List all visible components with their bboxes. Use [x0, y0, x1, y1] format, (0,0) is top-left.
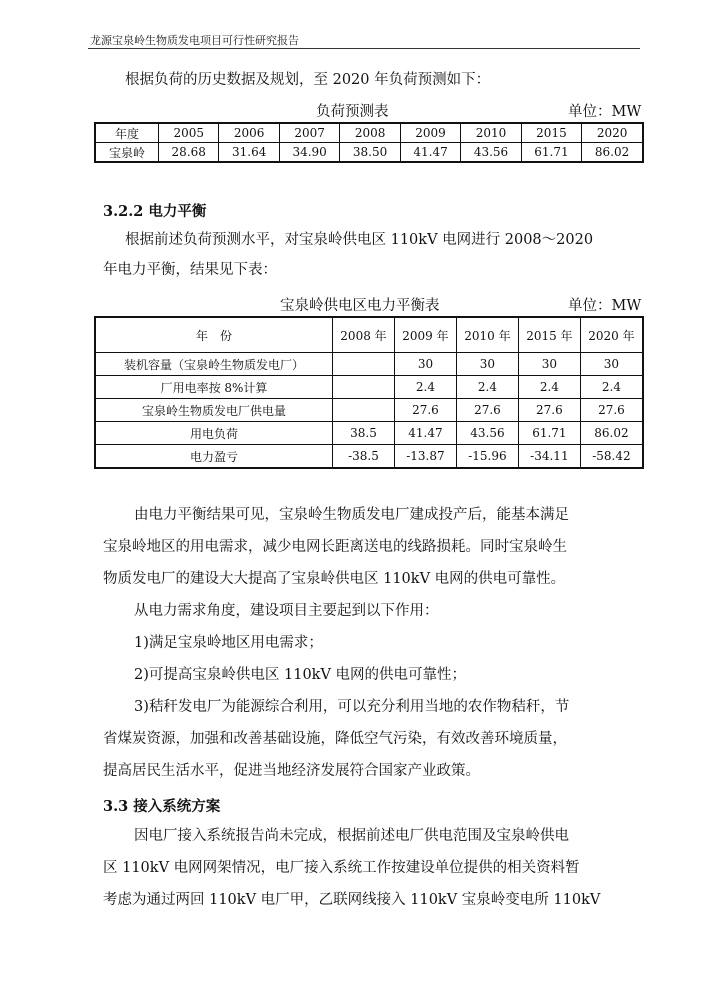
access-paragraph-line2: 区 110kV 电网网架情况，电厂接入系统工作按建设单位提供的相关资料暂 [103, 860, 580, 876]
table-cell: 30 [456, 353, 518, 376]
power-balance-table [94, 316, 644, 469]
table-header-cell: 2010 年 [456, 317, 518, 353]
conclusion-paragraph-line2: 宝泉岭地区的用电需求，减少电网长距离送电的线路损耗。同时宝泉岭生 [103, 539, 567, 555]
table-header-cell: 2015 年 [518, 317, 580, 353]
table-cell: 86.02 [580, 422, 643, 445]
table-cell: 30 [394, 353, 456, 376]
load-forecast-table [94, 122, 644, 163]
table-row [95, 376, 643, 399]
table-cell: 34.90 [279, 143, 339, 163]
table2-unit: 单位：MW [568, 298, 642, 314]
table-row [95, 353, 643, 376]
table-cell [333, 399, 395, 422]
table-header-cell: 2008 [340, 123, 400, 143]
table-row-label: 宝泉岭 [95, 143, 159, 163]
table-header-cell: 2009 [400, 123, 460, 143]
table-cell: 41.47 [394, 422, 456, 445]
table-header-cell: 2008 年 [333, 317, 395, 353]
table-header-cell: 年度 [95, 123, 159, 143]
table-header-cell: 2009 年 [394, 317, 456, 353]
table-row [95, 143, 643, 163]
table-header-cell: 2010 [461, 123, 521, 143]
list-item-1: 1)满足宝泉岭地区用电需求； [134, 635, 323, 651]
table-cell: 61.71 [521, 143, 581, 163]
table-row [95, 445, 643, 469]
table2-caption: 宝泉岭供电区电力平衡表 [280, 298, 440, 314]
table-cell: 30 [580, 353, 643, 376]
access-paragraph-line1: 因电厂接入系统报告尚未完成，根据前述电厂供电范围及宝泉岭供电 [134, 828, 569, 844]
table-row-label: 宝泉岭生物质发电厂供电量 [95, 399, 333, 422]
roles-paragraph: 从电力需求角度，建设项目主要起到以下作用： [134, 603, 439, 619]
table-row [95, 399, 643, 422]
table-cell [333, 376, 395, 399]
table-row [95, 123, 643, 143]
table-cell: -13.87 [394, 445, 456, 469]
table-header-cell: 2020 [582, 123, 643, 143]
section-heading-33: 3.3 接入系统方案 [103, 798, 221, 815]
table-cell: 27.6 [394, 399, 456, 422]
table-header-cell: 2006 [219, 123, 279, 143]
table-cell: 61.71 [518, 422, 580, 445]
balance-paragraph-line2: 年电力平衡，结果见下表： [103, 262, 277, 278]
table-cell: 38.50 [340, 143, 400, 163]
table-cell: 2.4 [518, 376, 580, 399]
table-cell: 41.47 [400, 143, 460, 163]
section-heading-322: 3.2.2 电力平衡 [103, 203, 207, 220]
table-cell: -38.5 [333, 445, 395, 469]
list-item-3-line3: 提高居民生活水平，促进当地经济发展符合国家产业政策。 [103, 763, 480, 779]
table-header-cell: 2015 [521, 123, 581, 143]
table-row-label: 电力盈亏 [95, 445, 333, 469]
table-cell: -34.11 [518, 445, 580, 469]
balance-paragraph-line1: 根据前述负荷预测水平，对宝泉岭供电区 110kV 电网进行 2008～2020 [125, 232, 594, 248]
table-header-cell: 2007 [279, 123, 339, 143]
table-cell: 43.56 [456, 422, 518, 445]
table-row-label: 厂用电率按 8%计算 [95, 376, 333, 399]
table-cell: 28.68 [159, 143, 219, 163]
table-cell: 86.02 [582, 143, 643, 163]
access-paragraph-line3: 考虑为通过两回 110kV 电厂甲，乙联网线接入 110kV 宝泉岭变电所 110kV [103, 892, 601, 908]
table-cell: -58.42 [580, 445, 643, 469]
table-cell: 43.56 [461, 143, 521, 163]
table-row [95, 422, 643, 445]
table-cell: 38.5 [333, 422, 395, 445]
intro-paragraph: 根据负荷的历史数据及规划，至 2020 年负荷预测如下： [125, 72, 491, 88]
table1-unit: 单位：MW [568, 104, 642, 120]
table-header-cell: 年 份 [95, 317, 333, 353]
table-cell: 27.6 [580, 399, 643, 422]
table-cell: 27.6 [456, 399, 518, 422]
table-header-cell: 2005 [159, 123, 219, 143]
table-cell: -15.96 [456, 445, 518, 469]
table-cell: 2.4 [580, 376, 643, 399]
table-cell [333, 353, 395, 376]
table-cell: 2.4 [456, 376, 518, 399]
table-cell: 27.6 [518, 399, 580, 422]
conclusion-paragraph-line1: 由电力平衡结果可见，宝泉岭生物质发电厂建成投产后，能基本满足 [134, 507, 569, 523]
table-cell: 2.4 [394, 376, 456, 399]
table1-caption: 负荷预测表 [316, 104, 389, 120]
page-header: 龙源宝泉岭生物质发电项目可行性研究报告 [90, 34, 299, 47]
list-item-2: 2)可提高宝泉岭供电区 110kV 电网的供电可靠性； [134, 667, 467, 683]
list-item-3-line1: 3)秸秆发电厂为能源综合利用，可以充分利用当地的农作物秸秆，节 [134, 699, 570, 715]
conclusion-paragraph-line3: 物质发电厂的建设大大提高了宝泉岭供电区 110kV 电网的供电可靠性。 [103, 571, 566, 587]
header-rule [88, 48, 640, 49]
table-cell: 31.64 [219, 143, 279, 163]
table-header-cell: 2020 年 [580, 317, 643, 353]
table-row [95, 317, 643, 353]
list-item-3-line2: 省煤炭资源，加强和改善基础设施，降低空气污染，有效改善环境质量， [103, 731, 567, 747]
table-row-label: 用电负荷 [95, 422, 333, 445]
table-cell: 30 [518, 353, 580, 376]
table-row-label: 装机容量（宝泉岭生物质发电厂） [95, 353, 333, 376]
